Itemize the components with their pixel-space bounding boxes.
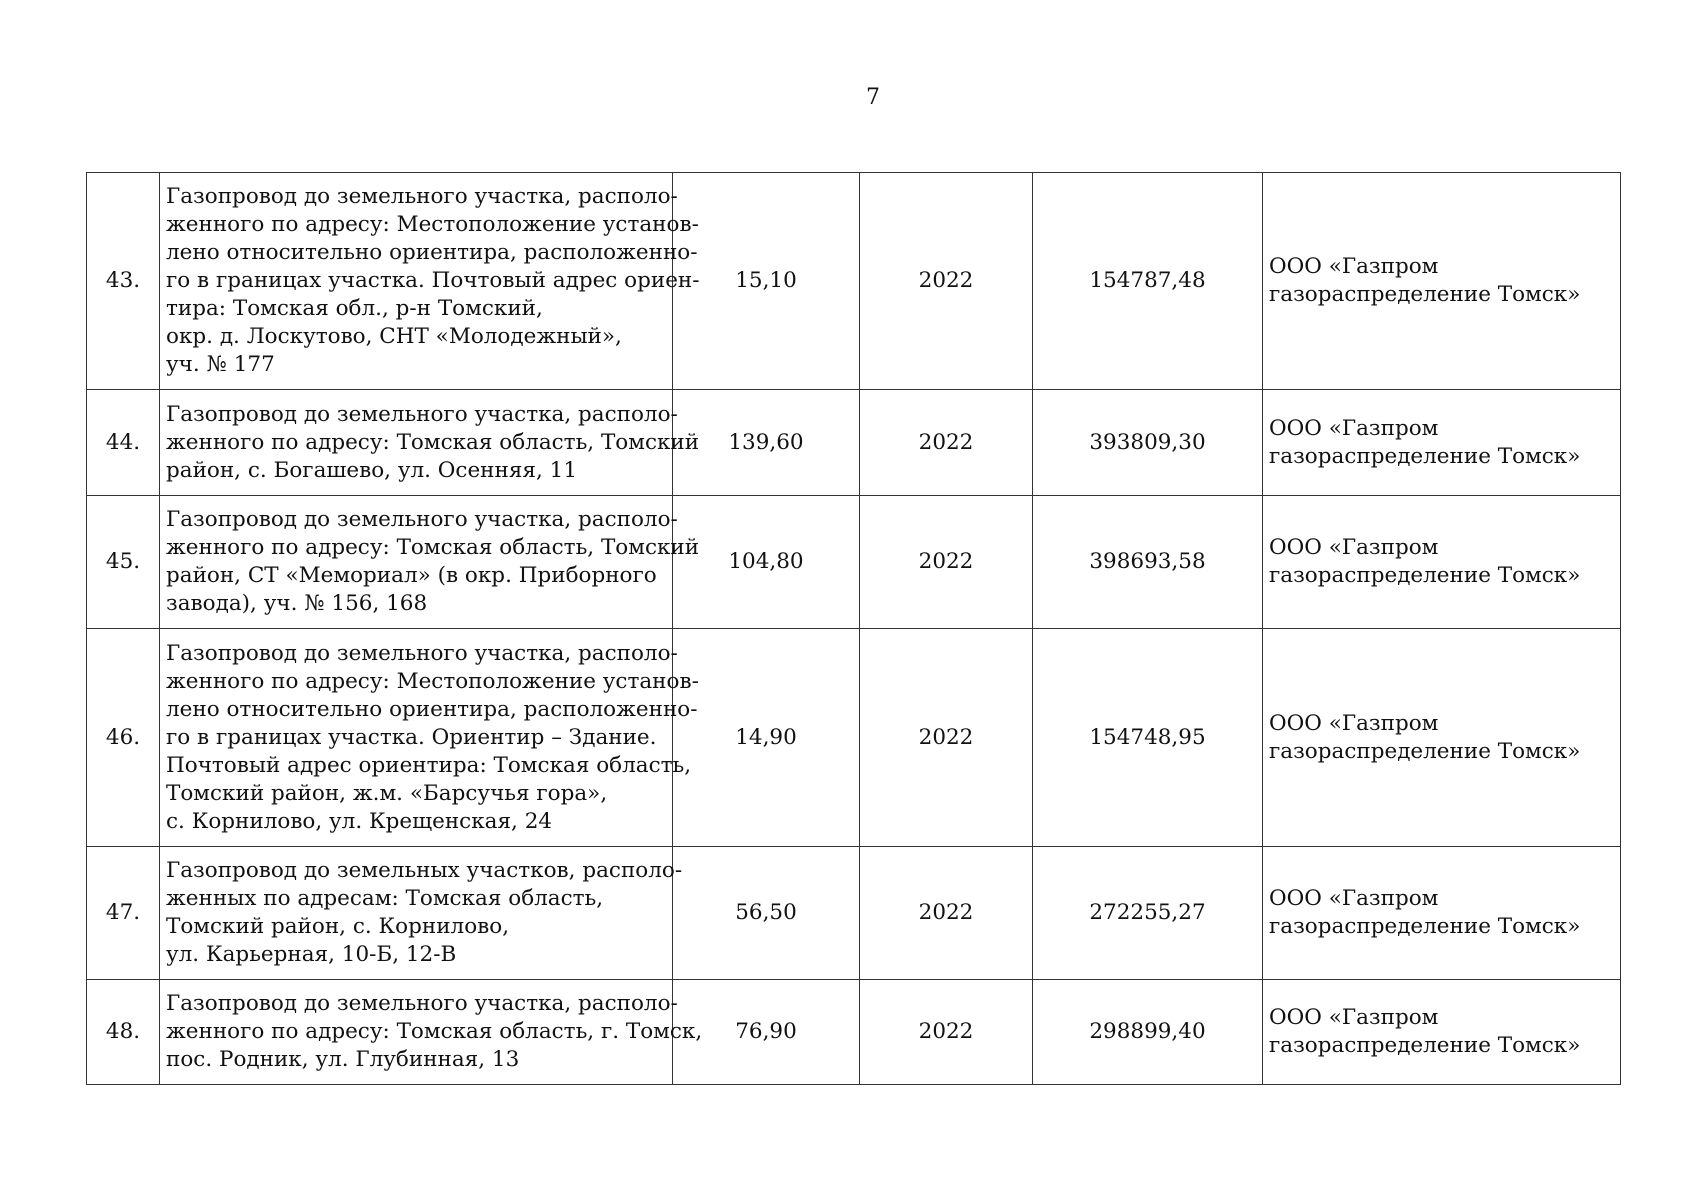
organization: ООО «Газпром газораспределение Томск»	[1263, 629, 1621, 847]
description-line: женного по адресу: Местоположение установ-	[166, 212, 699, 237]
year: 2022	[860, 496, 1033, 629]
description-line: Газопровод до земельных участков, располо-	[166, 858, 683, 883]
description-line: го в границах участка. Ориентир – Здание.	[166, 724, 657, 750]
row-number: 46.	[87, 629, 160, 847]
description-line: Газопровод до земельного участка, располо-	[166, 991, 678, 1016]
year: 2022	[860, 629, 1033, 847]
page-number: 7	[866, 85, 880, 110]
object-description	[160, 980, 703, 1085]
pipeline-length: 15,10	[673, 173, 860, 390]
cost: 154748,95	[1033, 629, 1263, 847]
description-line: го в границах участка. Почтовый адрес ориен-	[166, 268, 700, 293]
description-line: Томский район, ж.м. «Барсучья гора»,	[166, 780, 608, 806]
description-line: завода), уч. № 156, 168	[166, 591, 428, 616]
description-line: район, СТ «Мемориал» (в окр. Приборного	[166, 563, 657, 588]
year: 2022	[860, 173, 1033, 390]
description-line: тира: Томская обл., р-н Томский,	[166, 296, 543, 321]
object-description	[160, 629, 699, 847]
organization: ООО «Газпром газораспределение Томск»	[1263, 173, 1621, 390]
table-row	[87, 980, 1621, 1085]
description-line: район, с. Богашево, ул. Осенняя, 11	[166, 457, 577, 483]
year: 2022	[860, 390, 1033, 496]
description-line: пос. Родник, ул. Глубинная, 13	[166, 1047, 520, 1072]
table-row	[87, 629, 1621, 847]
description-line: Газопровод до земельного участка, располо-	[166, 507, 678, 532]
description-line: Томский район, с. Корнилово,	[166, 914, 510, 939]
description-line: женного по адресу: Местоположение установ-	[166, 668, 699, 694]
objects-table	[86, 172, 1621, 1085]
description-line: женного по адресу: Томская область, г. Томск,	[166, 1019, 703, 1044]
description-line: окр. д. Лоскутово, СНТ «Молодежный»,	[166, 324, 622, 349]
row-number: 45.	[87, 496, 160, 629]
table-row	[87, 173, 1621, 390]
row-number: 47.	[87, 847, 160, 980]
organization: ООО «Газпром газораспределение Томск»	[1263, 847, 1621, 980]
description-line: с. Корнилово, ул. Крещенская, 24	[166, 808, 553, 834]
pipeline-length: 14,90	[673, 629, 860, 847]
pipeline-length: 56,50	[673, 847, 860, 980]
description-line: Газопровод до земельного участка, располо-	[166, 401, 678, 427]
description-line: женного по адресу: Томская область, Томский	[166, 535, 700, 560]
cost: 298899,40	[1033, 980, 1263, 1085]
table-row	[87, 390, 1621, 496]
description-line: Газопровод до земельного участка, располо-	[166, 640, 678, 666]
table-row	[87, 847, 1621, 980]
pipeline-length: 139,60	[673, 390, 860, 496]
pipeline-length: 76,90	[673, 980, 860, 1085]
year: 2022	[860, 980, 1033, 1085]
organization: ООО «Газпром газораспределение Томск»	[1263, 496, 1621, 629]
description-line: лено относительно ориентира, расположенно-	[166, 240, 698, 265]
object-description	[160, 173, 700, 390]
object-description	[160, 847, 683, 980]
year: 2022	[860, 847, 1033, 980]
description-line: женных по адресам: Томская область,	[166, 886, 604, 911]
object-description	[160, 496, 700, 629]
description-line: уч. № 177	[166, 352, 275, 377]
cost: 154787,48	[1033, 173, 1263, 390]
cost: 393809,30	[1033, 390, 1263, 496]
pipeline-length: 104,80	[673, 496, 860, 629]
description-line: лено относительно ориентира, расположенно-	[166, 696, 698, 722]
row-number: 44.	[87, 390, 160, 496]
description-line: Почтовый адрес ориентира: Томская область,	[166, 752, 692, 778]
table-row	[87, 496, 1621, 629]
description-line: женного по адресу: Томская область, Томский	[166, 429, 700, 455]
organization: ООО «Газпром газораспределение Томск»	[1263, 390, 1621, 496]
cost: 272255,27	[1033, 847, 1263, 980]
cost: 398693,58	[1033, 496, 1263, 629]
object-description	[160, 390, 700, 496]
row-number: 48.	[87, 980, 160, 1085]
organization: ООО «Газпром газораспределение Томск»	[1263, 980, 1621, 1085]
row-number: 43.	[87, 173, 160, 390]
description-line: ул. Карьерная, 10-Б, 12-В	[166, 942, 457, 967]
description-line: Газопровод до земельного участка, располо-	[166, 184, 678, 209]
